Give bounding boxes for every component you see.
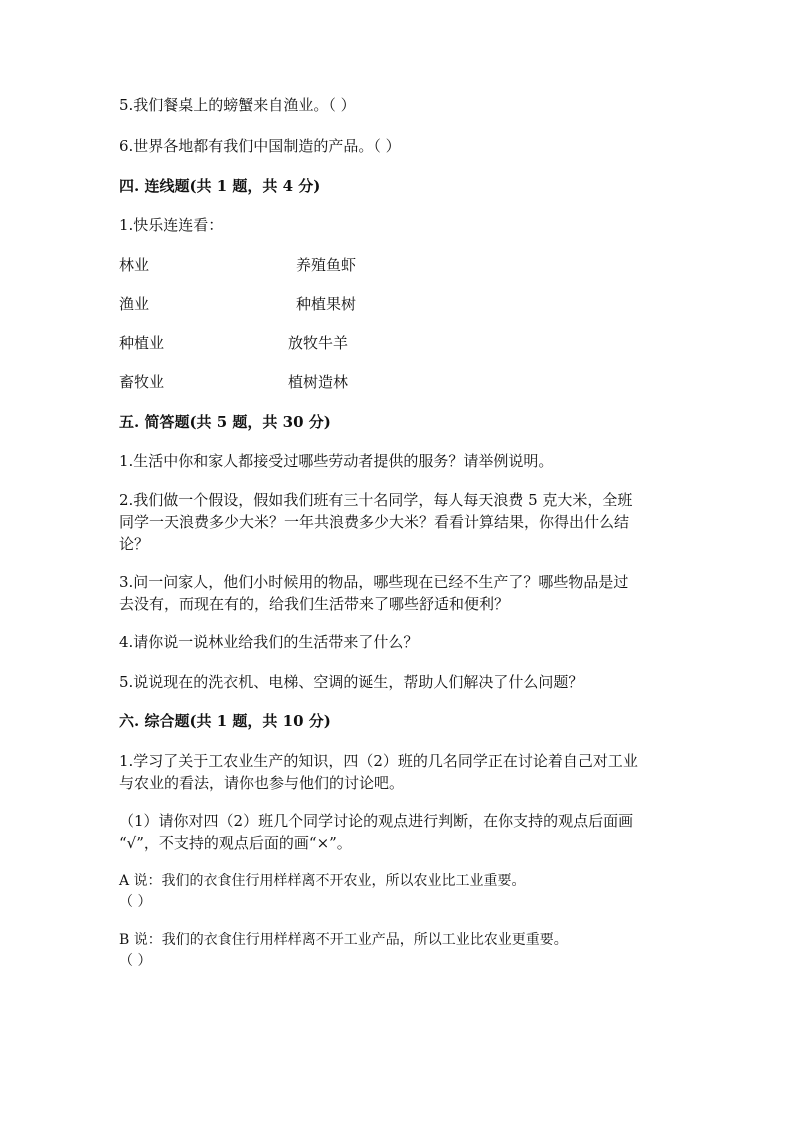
question-tf-6: 6.世界各地都有我们中国制造的产品。（ ） [119,137,401,155]
viewpoint-a: A 说：我们的衣食住行用样样离不开农业，所以农业比工业重要。 [119,873,526,889]
question-matching-1: 1.快乐连连看： [119,216,224,234]
match-right-item: 养殖鱼虾 [296,256,357,274]
question-short-5: 5.说说现在的洗衣机、电梯、空调的诞生，帮助人们解决了什么问题？ [119,673,584,691]
match-left-item: 畜牧业 [119,373,165,391]
match-right-item: 种植果树 [296,295,357,313]
question-short-2-line2: 同学一天浪费多少大米？一年共浪费多少大米？看看计算结果，你得出什么结 [119,513,630,531]
viewpoint-b-blank: （ ） [119,953,152,969]
viewpoint-b: B 说：我们的衣食住行用样样离不开工业产品，所以工业比农业更重要。 [119,932,568,948]
section-heading-comprehensive: 六. 综合题(共 1 题，共 10 分) [119,712,331,730]
question-comp-1-line1: 1.学习了关于工农业生产的知识，四（2）班的几名同学正在讨论着自己对工业 [119,752,638,770]
question-comp-1-line2: 与农业的看法，请你也参与他们的讨论吧。 [119,774,405,792]
question-tf-5: 5.我们餐桌上的螃蟹来自渔业。（ ） [119,96,356,114]
question-short-1: 1.生活中你和家人都接受过哪些劳动者提供的服务？请举例说明。 [119,452,554,470]
question-short-2-line1: 2.我们做一个假设，假如我们班有三十名同学，每人每天浪费 5 克大米，全班 [119,491,633,509]
match-left-item: 林业 [119,256,150,274]
match-right-item: 植树造林 [288,373,349,391]
section-heading-short-answer: 五. 简答题(共 5 题，共 30 分) [119,413,331,431]
subquestion-1-line1: （1）请你对四（2）班几个同学讨论的观点进行判断，在你支持的观点后面画 [119,812,634,830]
match-left-item: 渔业 [119,295,150,313]
match-right-item: 放牧牛羊 [288,334,349,352]
subquestion-1-line2: “√”，不支持的观点后面的画“×”。 [119,834,352,852]
question-short-3-line2: 去没有，而现在有的，给我们生活带来了哪些舒适和便利？ [119,595,510,613]
match-left-item: 种植业 [119,334,165,352]
question-short-3-line1: 3.问一问家人，他们小时候用的物品，哪些现在已经不生产了？哪些物品是过 [119,573,629,591]
section-heading-matching: 四. 连线题(共 1 题，共 4 分) [119,177,321,195]
question-short-4: 4.请你说一说林业给我们的生活带来了什么？ [119,633,419,651]
question-short-2-line3: 论？ [119,535,150,553]
viewpoint-a-blank: （ ） [119,894,152,910]
